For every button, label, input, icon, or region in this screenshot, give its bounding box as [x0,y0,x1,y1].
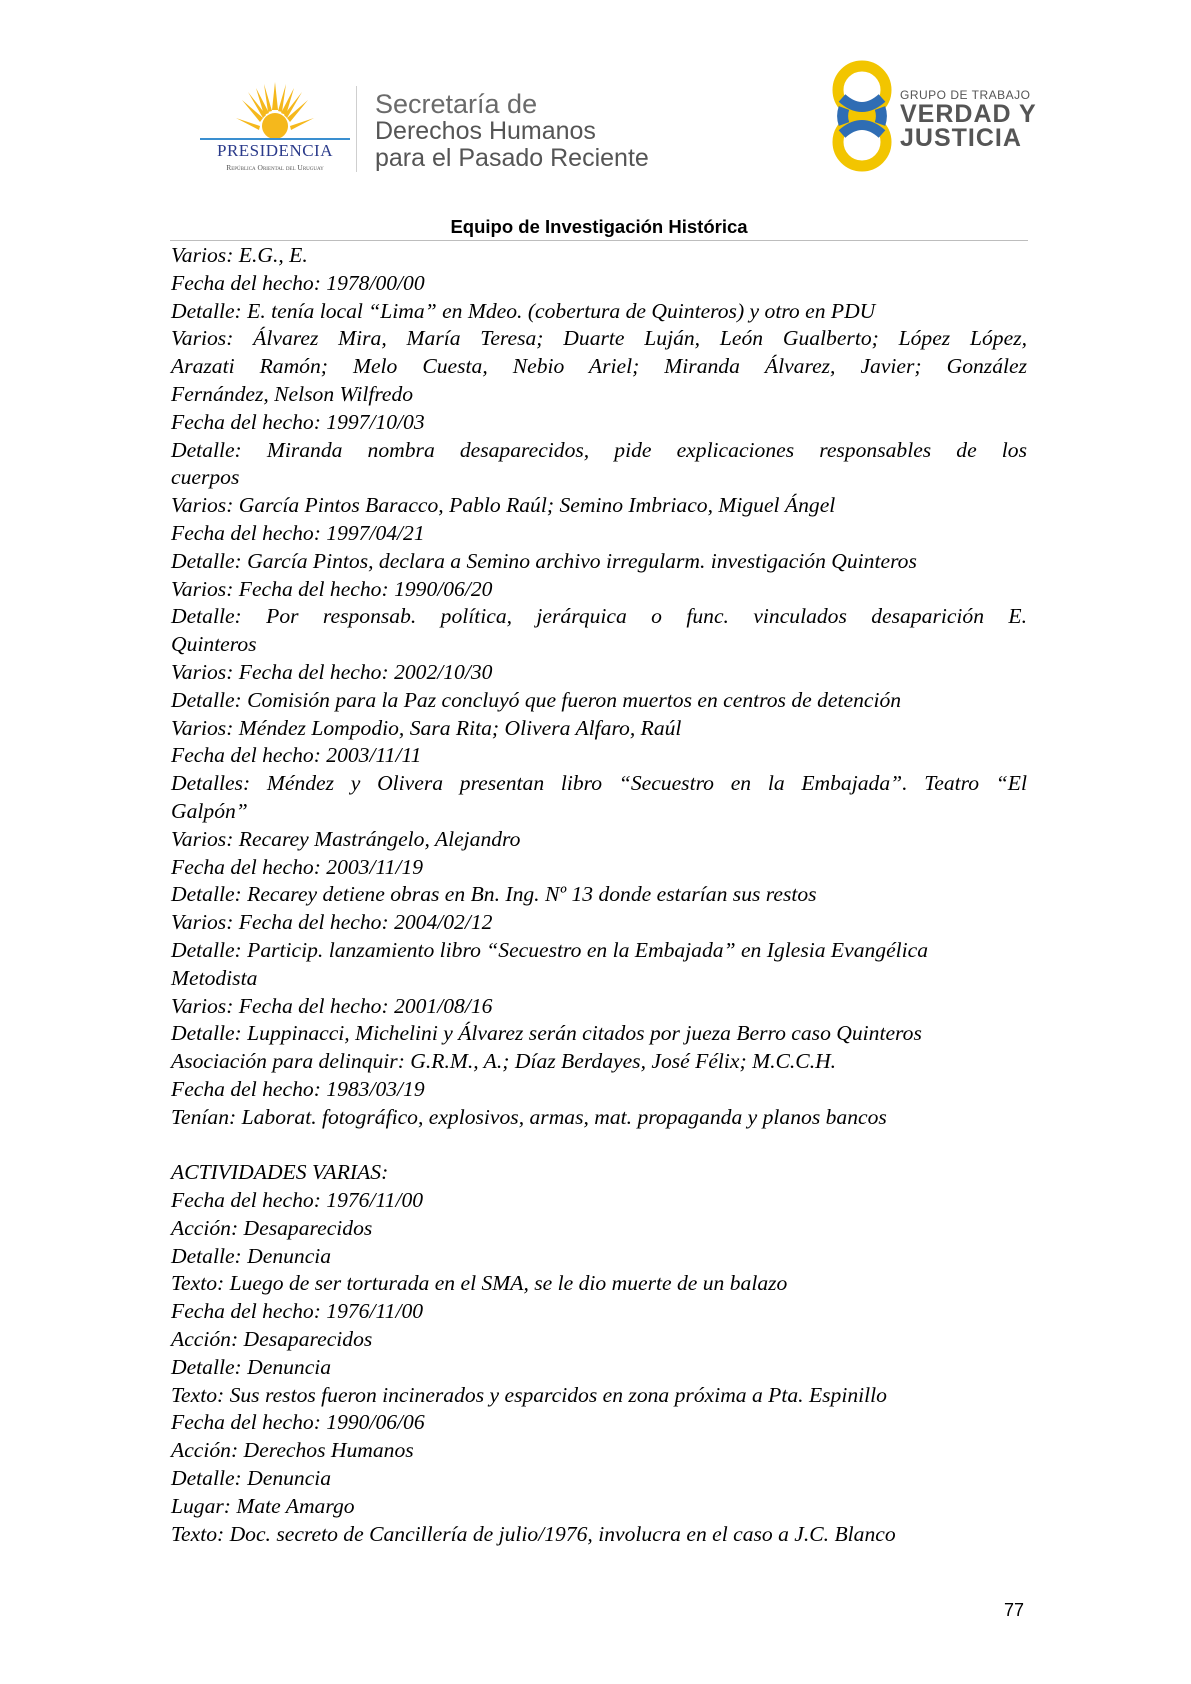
verdad-label: VERDAD Y [900,100,1037,128]
text-line: Fecha del hecho: 1978/00/00 [171,270,425,295]
text-line: Detalle: García Pintos, declara a Semino archivo irregularm. investigación Quinteros [171,548,917,573]
text-line: Quinteros [171,632,257,657]
text-line: Fecha del hecho: 2003/11/19 [171,854,424,879]
text-line: Detalles: Méndez y Olivera presentan libro “Secuestro en la Embajada”. Teatro “El [171,771,1027,796]
text-line: Fecha del hecho: 1990/06/06 [171,1410,425,1435]
text-line: Texto: Luego de ser torturada en el SMA, se le dio muerte de un balazo [171,1271,788,1296]
text-line: Varios: Fecha del hecho: 2004/02/12 [171,910,493,935]
text-line: Fecha del hecho: 1976/11/00 [171,1188,424,1213]
header-rule [170,240,1028,241]
text-line: Detalle: Denuncia [171,1466,332,1491]
text-line: Varios: Méndez Lompodio, Sara Rita; Olivera Alfaro, Raúl [171,715,682,740]
text-line: Fecha del hecho: 2003/11/11 [171,743,422,768]
page-number: 77 [1004,1600,1025,1620]
text-line: Acción: Desaparecidos [171,1327,373,1352]
text-line: Detalle: Denuncia [171,1243,332,1268]
verdad-justicia-title [900,88,1037,150]
text-line: Asociación para delinquir: G.R.M., A.; Díaz Berdayes, José Félix; M.C.C.H. [171,1049,837,1074]
presidencia-underline [200,138,350,140]
header-divider [356,86,357,172]
document-body [171,242,1027,1548]
text-line: Varios: Recarey Mastrángelo, Alejandro [171,826,521,851]
secretaria-title [375,91,649,172]
blank-line [171,1132,1027,1160]
text-line: Metodista [171,965,258,990]
secretaria-line-2: Derechos Humanos [375,117,596,145]
presidencia-sublabel: República Oriental del Uruguay [226,163,324,172]
text-line: Detalle: Particip. lanzamiento libro “Secuestro en la Embajada” en Iglesia Evangélica [171,937,929,962]
text-line: Acción: Desaparecidos [171,1215,373,1240]
text-line: Varios: Fecha del hecho: 1990/06/20 [171,576,493,601]
text-line: Fecha del hecho: 1997/04/21 [171,520,425,545]
secretaria-line-3: para el Pasado Reciente [375,144,649,172]
text-line: Texto: Sus restos fueron incinerados y esparcidos en zona próxima a Pta. Espinillo [171,1382,887,1407]
secretaria-line-1: Secretaría de [375,89,538,119]
text-line: Fecha del hecho: 1997/10/03 [171,409,425,434]
verdad-justicia-rings-icon [822,58,902,178]
grupo-trabajo-label: GRUPO DE TRABAJO [900,88,1031,102]
text-line: Detalle: Luppinacci, Michelini y Álvarez serán citados por jueza Berro caso Quinteros [171,1021,922,1046]
text-line: Varios: E.G., E. [171,243,308,267]
text-line: Lugar: Mate Amargo [171,1493,355,1518]
text-line: Detalle: Denuncia [171,1354,332,1379]
justicia-label: JUSTICIA [900,124,1022,152]
text-line: Acción: Derechos Humanos [171,1438,414,1463]
text-line: Tenían: Laborat. fotográfico, explosivos, armas, mat. propaganda y planos bancos [171,1104,887,1129]
section-heading: ACTIVIDADES VARIAS: [171,1160,389,1185]
text-line: Detalle: E. tenía local “Lima” en Mdeo. (cobertura de Quinteros) y otro en PDU [171,298,876,323]
text-line: Varios: García Pintos Baracco, Pablo Raúl; Semino Imbriaco, Miguel Ángel [171,493,836,518]
text-line: Arazati Ramón; Melo Cuesta, Nebio Ariel; Miranda Álvarez, Javier; González [171,354,1027,379]
text-line: Fecha del hecho: 1976/11/00 [171,1299,424,1324]
sun-emblem-icon [236,82,314,146]
presidencia-label: PRESIDENCIA [216,141,333,160]
team-heading: Equipo de Investigación Histórica [450,216,748,237]
text-line: Varios: Fecha del hecho: 2002/10/30 [171,659,493,684]
text-line: Detalle: Recarey detiene obras en Bn. Ing. Nº 13 donde estarían sus restos [171,882,817,907]
text-line: Galpón” [171,798,248,823]
text-line: cuerpos [171,465,240,490]
text-line: Texto: Doc. secreto de Cancillería de julio/1976, involucra en el caso a J.C. Blanco [171,1521,896,1546]
text-line: Detalle: Miranda nombra desaparecidos, pide explicaciones responsables de los [171,437,1027,462]
text-line: Fernández, Nelson Wilfredo [171,381,414,406]
text-line: Fecha del hecho: 1983/03/19 [171,1076,425,1101]
text-line: Detalle: Por responsab. política, jerárquica o func. vinculados desaparición E. [171,604,1027,629]
text-line: Detalle: Comisión para la Paz concluyó que fueron muertos en centros de detención [171,687,902,712]
text-line: Varios: Fecha del hecho: 2001/08/16 [171,993,493,1018]
text-line: Varios: Álvarez Mira, María Teresa; Duarte Luján, León Gualberto; López López, [171,326,1027,351]
